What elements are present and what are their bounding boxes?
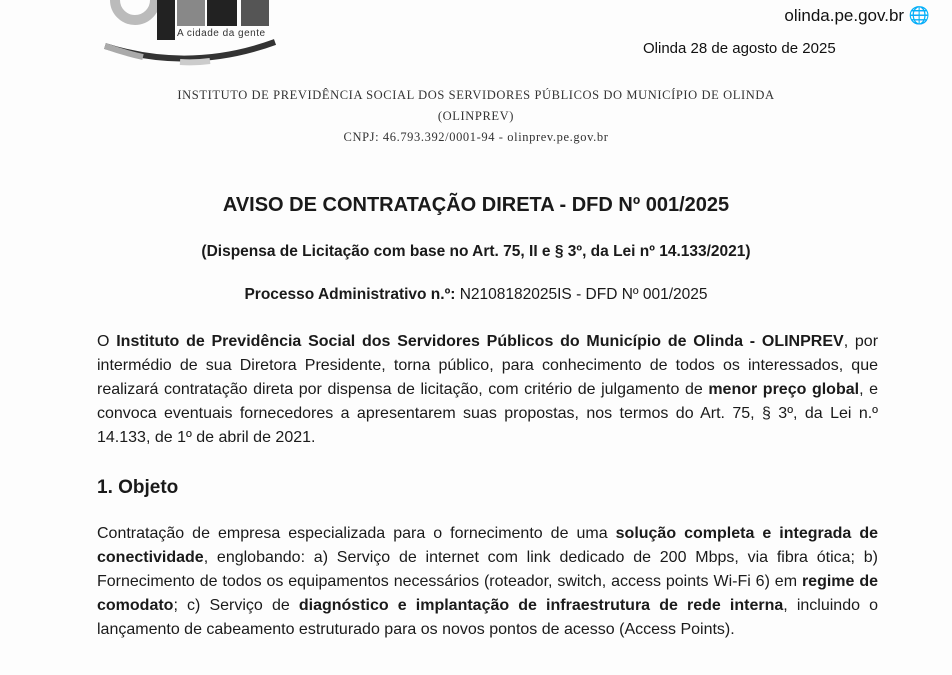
document-date: Olinda 28 de agosto de 2025 xyxy=(643,40,836,57)
process-value: N2108182025IS - DFD Nº 001/2025 xyxy=(455,286,708,303)
text: Contratação de empresa especializada para o fornecimento de uma xyxy=(97,525,616,542)
document-subtitle: (Dispensa de Licitação com base no Art. 75, II e § 3º, da Lei nº 14.133/2021) xyxy=(201,243,751,260)
text: , e convoca eventuais fornecedores a apresentarem suas propostas, nos termos do Art. 75, § 3º, da Lei n.º 14.133, de 1º de abril de 2021. xyxy=(97,381,879,446)
institute-bold: Instituto de Previdência Social dos Servidores Públicos do Município de Olinda - OLINPREV xyxy=(116,333,844,350)
institute-acronym: (OLINPREV) xyxy=(437,109,515,123)
globe-icon: 🌐 xyxy=(908,6,930,25)
text: , incluindo o lançamento de cabeamento estruturado para os novos pontos de acesso (Access Points). xyxy=(97,597,879,638)
section-heading-objeto: 1. Objeto xyxy=(97,477,179,498)
text: , englobando: a) Serviço de internet com link dedicado de 200 Mbps, via fibra ótica; b) Fornecimento de todos os equipamentos necessários (roteador, switch, access points Wi-Fi 6) em xyxy=(97,549,878,590)
olinda-logo xyxy=(95,0,285,73)
text: O xyxy=(97,333,117,350)
institute-name: INSTITUTO DE PREVIDÊNCIA SOCIAL DOS SERVIDORES PÚBLICOS DO MUNICÍPIO DE OLINDA xyxy=(177,88,775,102)
bold-text: solução completa e integrada de conectividade xyxy=(97,525,878,566)
text: ; c) Serviço de xyxy=(173,597,299,614)
bold-text: diagnóstico e implantação de infraestrutura de rede interna xyxy=(298,597,784,614)
website-link xyxy=(784,6,930,26)
process-number xyxy=(0,286,952,304)
objeto-paragraph xyxy=(97,522,878,642)
bold-text: regime de comodato xyxy=(97,573,878,614)
institute-cnpj: CNPJ: 46.793.392/0001-94 - olinprev.pe.gov.br xyxy=(343,130,609,144)
website-text: olinda.pe.gov.br xyxy=(784,6,905,25)
document-title: AVISO DE CONTRATAÇÃO DIRETA - DFD Nº 001/2025 xyxy=(222,194,730,216)
criterion-bold: menor preço global xyxy=(708,381,860,398)
logo-tagline: A cidade da gente xyxy=(177,28,266,39)
text: , por intermédio de sua Diretora Presidente, torna público, para conhecimento de todos os interessados, que realizará contratação direta por dispensa de licitação, com critério de julgamento de xyxy=(97,333,879,398)
process-label: Processo Administrativo n.º: xyxy=(244,286,456,303)
intro-paragraph xyxy=(97,330,878,450)
